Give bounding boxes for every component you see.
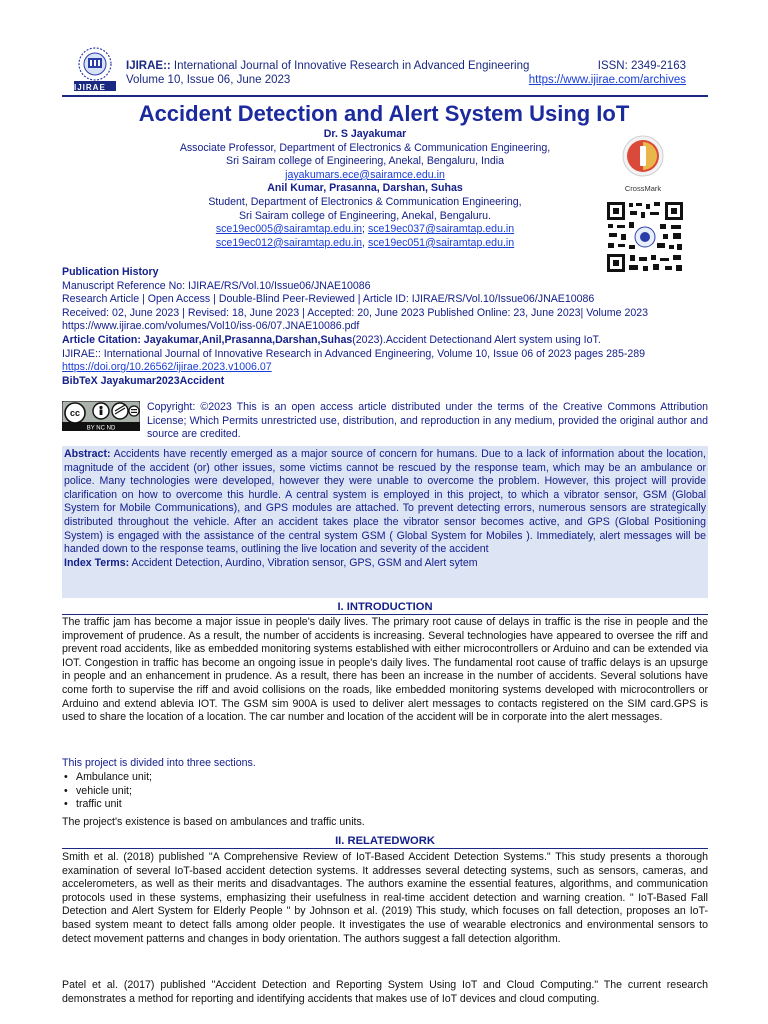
email-separator: , — [362, 236, 368, 249]
intro-sections-lead: This project is divided into three sections. — [62, 757, 256, 769]
section-divider — [62, 848, 708, 849]
email-student-link[interactable]: sce19ec051@sairamtap.edu.in — [367, 236, 515, 249]
email-primary-link[interactable]: jayakumars.ece@sairamce.edu.in — [285, 168, 445, 181]
email-student-link[interactable]: sce19ec005@sairamtap.edu.in — [215, 223, 363, 236]
intro-closing: The project's existence is based on ambulances and traffic units. — [62, 816, 365, 828]
paper-title: Accident Detection and Alert System Using IoT — [138, 101, 630, 126]
cc-badge-top-label: cc — [69, 408, 81, 418]
article-pdf-link[interactable]: https://www.ijirae.com/volumes/Vol10/iss-06/07.JNAE10086.pdf — [62, 320, 360, 333]
journal-name: International Journal of Innovative Research in Advanced Engineering — [170, 60, 530, 72]
intro-section-list — [62, 771, 708, 812]
affiliation-students-college: Sri Sairam college of Engineering, Anekal, Bengaluru. — [238, 209, 492, 222]
article-type: Research Article | Open Access | Double-Blind Peer-Reviewed | Article ID: IJIRAE/RS/Vol.10/Issue06/JNAE10086 — [62, 293, 595, 306]
section-divider — [62, 614, 708, 615]
related-work-paragraph: Smith et al. (2018) published "A Comprehensive Review of IoT-Based Accident Detection Systems." This study presents a thorough examination of several IoT-based accident detection systems. It addresses several detecting systems, such as sensors, cameras, and accelerometers, as well as their merits and disadvantages. The authors examine the essential features, algorithms, and communication protocols used in these systems, emphasizing their usefulness in real-time accident detection and warning creation. " IoT-Based Fall Detection and Alert System for Elderly People " by Johnson et al. (2019) This study, which focuses on fall detection, proposes an IoT-based system meant to detect falls among older people. It investigates the use of wearable electronics and environmental sensors to detect movement patterns and changes in body orientation. The authors suggest a fall detection algorithm. — [62, 851, 708, 945]
author-block — [130, 128, 600, 250]
affiliation-primary-college: Sri Sairam college of Engineering, Anekal, Bengaluru, India — [226, 155, 504, 168]
journal-abbr: IJIRAE:: — [126, 60, 171, 72]
section-heading-introduction: I. INTRODUCTION — [337, 601, 433, 613]
list-item: • vehicle unit; — [62, 785, 708, 799]
list-item: • Ambulance unit; — [62, 771, 708, 785]
index-terms-text: Accident Detection, Aurdino, Vibration sensor, GPS, GSM and Alert sytem — [129, 556, 478, 569]
publication-history — [62, 266, 708, 388]
crossmark-label: CrossMark — [624, 183, 662, 193]
creative-commons-icon[interactable] — [62, 401, 140, 431]
manuscript-reference: Manuscript Reference No: IJIRAE/RS/Vol.10/Issue06/JNAE10086 — [62, 279, 371, 292]
email-student-link[interactable]: sce19ec037@sairamtap.edu.in — [367, 223, 515, 236]
crossmark-badge[interactable] — [620, 134, 666, 193]
journal-archive-link[interactable]: https://www.ijirae.com/archives — [528, 74, 686, 86]
affiliation-primary-dept: Associate Professor, Department of Electronics & Communication Engineering, — [179, 141, 551, 154]
copyright-text: Copyright: ©2023 This is an open access article distributed under the terms of the Creative Commons Attribution License; Which Permits unrestricted use, distribution, and reproduction in any medium, provided the original author and source are credited. — [147, 401, 708, 441]
email-student-link[interactable]: sce19ec012@sairamtap.edu.in — [215, 236, 363, 249]
email-separator: ; — [362, 223, 368, 236]
article-citation-journal: IJIRAE:: International Journal of Innovative Research in Advanced Engineering, Volume 10, Issue 06 of 2023 pages 285-289 — [62, 347, 646, 360]
publication-history-heading: Publication History — [62, 266, 159, 278]
publication-dates: Received: 02, June 2023 | Revised: 18, June 2023 | Accepted: 20, June 2023 Published Online: 23, June 2023| Volume 2023 — [62, 306, 649, 319]
article-citation-text: (2023).Accident Detectionand Alert system using IoT. — [352, 333, 601, 346]
journal-issn: ISSN: 2349-2163 — [597, 60, 686, 72]
journal-name-line — [126, 60, 529, 74]
bibtex-key: BibTeX Jayakumar2023Accident — [62, 374, 225, 387]
qr-code-icon[interactable] — [605, 200, 685, 274]
abstract-label: Abstract: — [64, 448, 111, 460]
related-work-paragraph-2: Patel et al. (2017) published "Accident Detection and Reporting System Using IoT and Cloud Computing." The current research demonstrates a method for reporting and identifying accidents that makes use of IoT devices and cloud computing. — [62, 979, 708, 1005]
copyright-section — [62, 401, 708, 443]
affiliation-students-dept: Student, Department of Electronics & Communication Engineering, — [208, 195, 522, 208]
article-citation-label: Article Citation: Jayakumar,Anil,Prasanna,Darshan,Suhas — [62, 333, 353, 346]
abstract-text: Accidents have recently emerged as a major source of concern for humans. Due to a lack of information about the location, magnitude of the accident (or) other issues, some victims cannot be rescued by the response team, which may be an ambulance or police. Many technologies were developed, however they were unable to overcome the problem. However, this project will provide clarification on how to overcome this hurdle. A central system is employed in this project, to which a vibrator sensor, GSM (Global System for Mobile Communications), and GPS modules are attached. To prevent detecting errors, numerous sensors are strategically distributed throughout the vehicle. After an accident takes place the vibrator sensor becomes active, and GPS (Global Positioning System) is engaged with the assistance of the central system GSM ( Global System for Mobiles ). Immediately, alert messages will be handed down to the response teams, outlining the live location and severity of the accident — [64, 448, 706, 556]
journal-header — [62, 44, 708, 102]
abstract-box — [62, 446, 708, 598]
index-terms-label: Index Terms: — [64, 556, 130, 569]
header-divider — [62, 95, 708, 97]
list-item: • traffic unit — [62, 798, 708, 812]
doi-link[interactable]: https://doi.org/10.26562/ijirae.2023.v1006.07 — [62, 361, 272, 374]
section-heading-related-work: II. RELATEDWORK — [335, 835, 435, 847]
journal-volume: Volume 10, Issue 06, June 2023 — [126, 74, 291, 86]
logo-text: IJIRAE — [74, 83, 106, 92]
crossmark-icon — [620, 134, 666, 178]
cc-badge-bottom-label: BY NC ND — [86, 425, 116, 431]
intro-paragraph: The traffic jam has become a major issue in people's daily lives. The primary root cause of delays in traffic is the rise in people and the improvement of prudence. As a result, the number of accidents is increasing. Several technologies have appeared to oversee the riff and prevent road accidents, like as embedded monitoring systems established with either microcontrollers or Arduino and can be extended via IOT. Congestion in traffic has become an ongoing issue in people's daily lives. The fundamental root cause of traffic delays is an upsurge in people and an enhancement in prudence. As a result, there has been an increase in the number of accidents. Several solutions have come forth to supervise the riff and avoid collisions on the roads, like embedded monitoring systems developed with microcontrollers or Arduino and extend ablevia IOT. The GSM sim 900A is used to deliver alert messages to contacts registered on the SIM card.GPS is used to share the location of a location. The car number and location of the accident will be in corporate into the alert messages. — [62, 616, 708, 724]
author-primary: Dr. S Jayakumar — [323, 128, 407, 140]
author-students: Anil Kumar, Prasanna, Darshan, Suhas — [267, 182, 463, 195]
